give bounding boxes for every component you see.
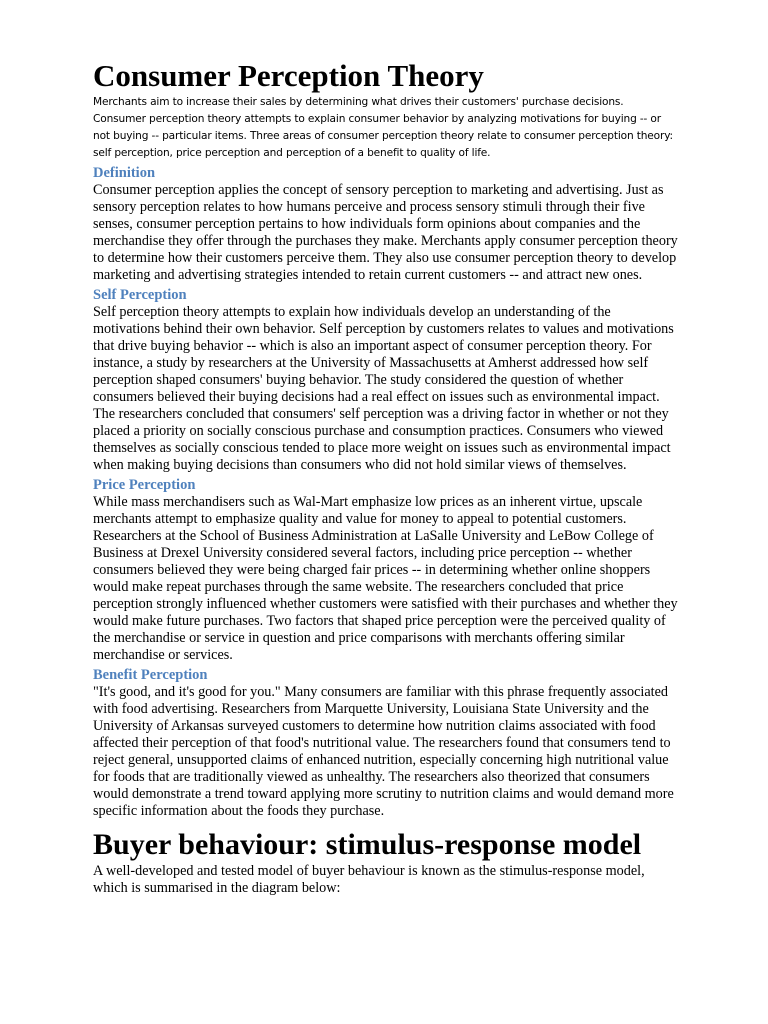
section-heading-self-perception: Self Perception	[93, 287, 187, 303]
section-heading-definition: Definition	[93, 165, 156, 181]
second-body: A well-developed and tested model of buyer behaviour is known as the stimulus-response model, which is summarised in the diagram below:	[93, 863, 645, 896]
section-body-benefit-perception: "It's good, and it's good for you." Many consumers are familiar with this phrase frequently associated with food advertising. Researchers from Marquette University, Louisiana State University and the University of Arkansas surveyed customers to determine how nutrition claims associated with food affected their perception of that food's nutritional value. The researchers found that consumers tend to reject general, unsupported claims of enhanced nutrition, especially concerning high nutritional value for foods that are traditionally viewed as unhealthy. The researchers also theorized that consumers would demonstrate a trend toward applying more scrutiny to nutrition claims and would demand more specific information about the foods they purchase.	[93, 684, 674, 819]
intro-paragraph: Merchants aim to increase their sales by determining what drives their customers' purchase decisions. Consumer perception theory attempts to explain consumer behavior by analyzing motivations for buying -- or not buying -- particular items. Three areas of consumer perception theory relate to consumer perception theory: self perception, price perception and perception of a benefit to quality of life.	[93, 96, 673, 159]
section-body-self-perception: Self perception theory attempts to explain how individuals develop an understanding of the motivations behind their own behavior. Self perception by customers relates to values and motivations that drive buying behavior -- which is also an important aspect of consumer perception theory. For instance, a study by researchers at the University of Massachusetts at Amherst addressed how self perception shaped consumers' buying behavior. The study considered the question of whether consumers believed their buying decisions had a real effect on issues such as environmental impact. The researchers concluded that consumers' self perception was a driving factor in whether or not they placed a priority on socially conscious purchase and consumption practices. Consumers who viewed themselves as socially conscious tended to place more weight on issues such as environmental impact when making buying decisions than consumers who did not hold similar views of themselves.	[93, 304, 674, 473]
page-title: Consumer Perception Theory	[93, 58, 484, 93]
section-heading-benefit-perception: Benefit Perception	[93, 667, 208, 683]
section-heading-price-perception: Price Perception	[93, 477, 196, 493]
section-body-definition: Consumer perception applies the concept of sensory perception to marketing and advertising. Just as sensory perception relates to how humans perceive and process sensory stimuli through their five senses, consumer perception pertains to how individuals form opinions about companies and the merchandise they offer through the purchases they make. Merchants apply consumer perception theory to determine how their customers perceive them. They also use consumer perception theory to develop marketing and advertising strategies intended to retain current customers -- and attract new ones.	[93, 182, 678, 283]
section-body-price-perception: While mass merchandisers such as Wal-Mart emphasize low prices as an inherent virtue, upscale merchants attempt to emphasize quality and value for money to appeal to potential customers. Researchers at the School of Business Administration at LaSalle University and LeBow College of Business at Drexel University considered several factors, including price perception -- whether consumers believed they were being charged fair prices -- in determining whether online shoppers would make repeat purchases through the same website. The researchers concluded that price perception strongly influenced whether customers were satisfied with their purchases and whether they would make future purchases. Two factors that shaped price perception were the perceived quality of the merchandise or service in question and price comparisons with merchants offering similar merchandise or services.	[93, 494, 678, 663]
second-title: Buyer behaviour: stimulus-response model	[93, 828, 642, 861]
